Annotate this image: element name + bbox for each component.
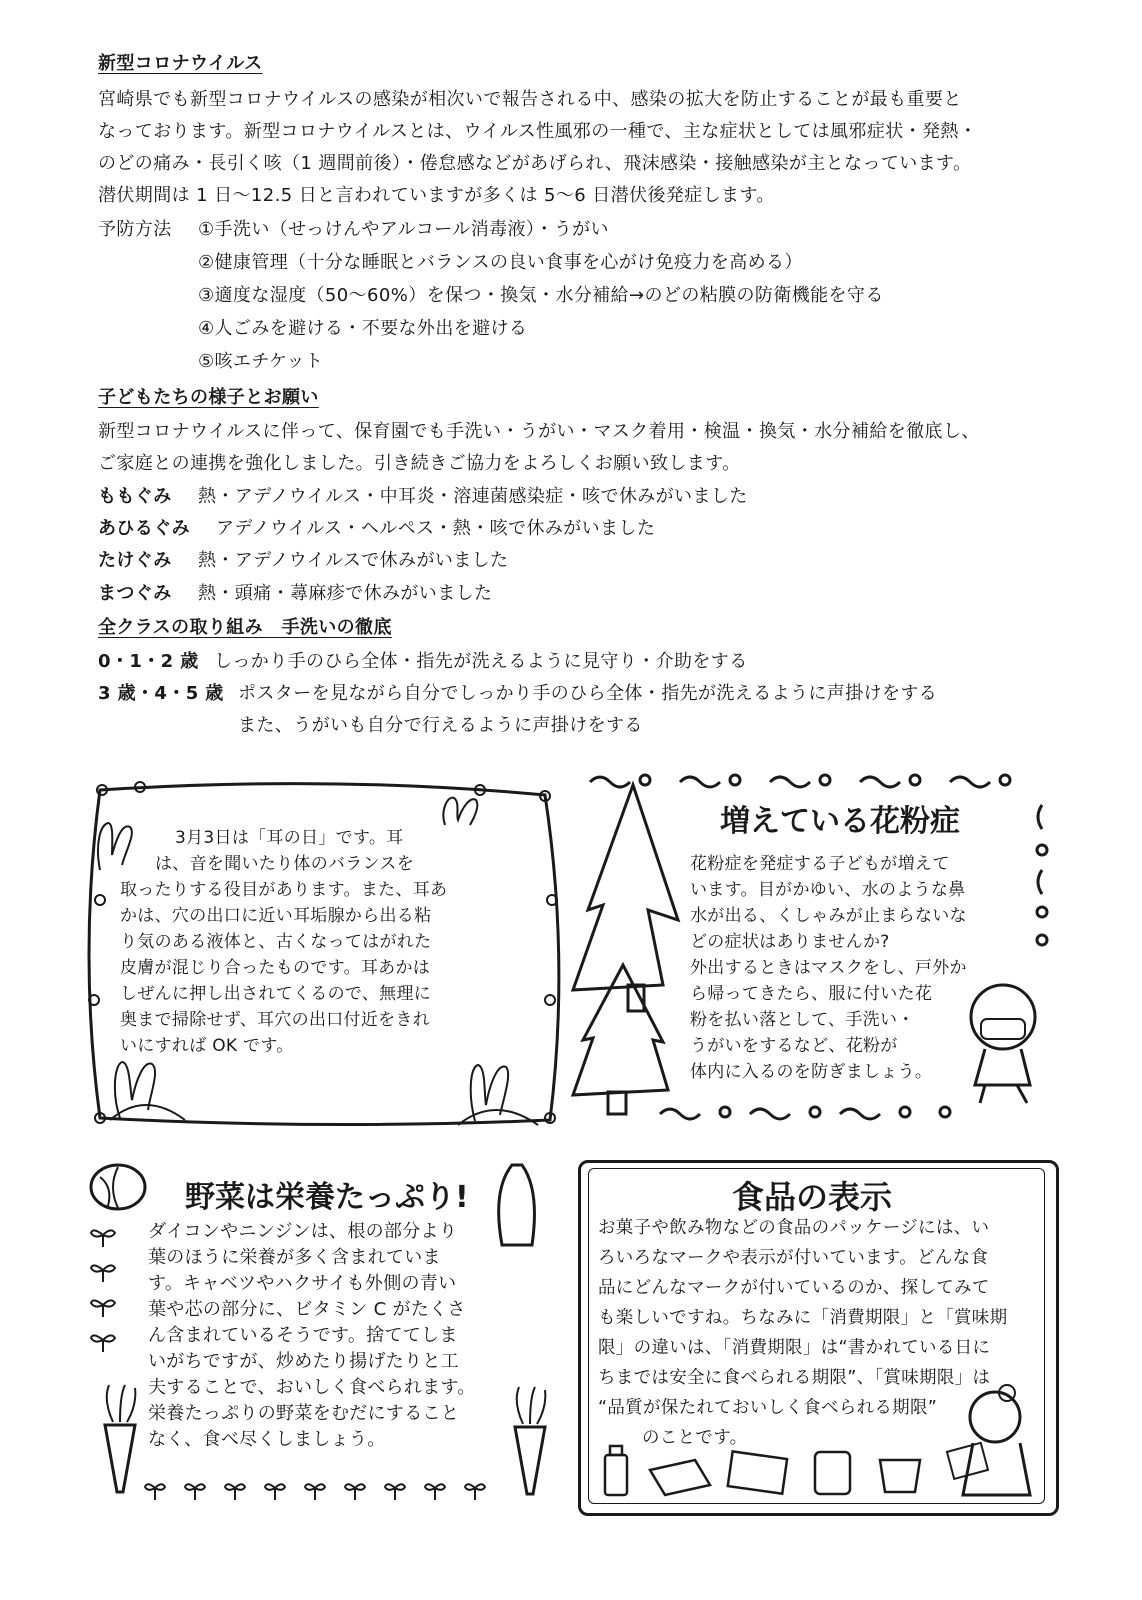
class-name: まつぐみ [98, 583, 172, 604]
age-label: 0・1・2 歳 [98, 651, 199, 672]
ear-text-line: 奥まで掃除せず、耳穴の出口付近をきれ [120, 1010, 431, 1030]
pollen-text-line: 体内に入るのを防ぎましょう。 [690, 1062, 933, 1082]
ear-text-line: いにすれば OK です。 [120, 1036, 294, 1056]
wave-border-right [1030, 800, 1054, 950]
corona-para-line: のどの痛み・長引く咳（1 週間前後）・倦怠感などがあげられ、飛沫感染・接触感染が主となっています。 [98, 153, 972, 174]
prevention-item: ③適度な湿度（50〜60%）を保つ・換気・水分補給→のどの粘膜の防衛機能を守る [198, 285, 884, 306]
corona-para-line: なっております。新型コロナウイルスとは、ウイルス性風邪の一種で、主な症状としては風邪症状・発熱・ [98, 121, 978, 142]
rabbit-icon [450, 1055, 540, 1125]
tree-icon [568, 780, 698, 1120]
sprout-border-left [88, 1215, 118, 1375]
class-name: たけぐみ [98, 550, 172, 571]
veg-text-line: 葉や芯の部分に、ビタミン C がたくさ [148, 1299, 466, 1320]
corona-para-line: 宮崎県でも新型コロナウイルスの感染が相次いで報告される中、感染の拡大を防止することが最も重要と [98, 89, 962, 110]
food-text-line: ちまでは安全に食べられる期限”、「賞味期限」は [598, 1368, 991, 1388]
corona-para-line: 潜伏期間は 1 日〜12.5 日と言われていますが多くは 5〜6 日潜伏後発症します。 [98, 185, 775, 206]
prevention-item: ⑤咳エチケット [198, 351, 324, 372]
food-text-line: も楽しいですね。ちなみに「消費期限」と「賞味期 [598, 1308, 1008, 1328]
veg-text-line: ん含まれているそうです。捨ててしま [148, 1325, 458, 1346]
class-name: ももぐみ [98, 486, 172, 507]
ear-text-line: しぜんに押し出されてくるので、無理に [120, 984, 432, 1004]
pollen-text-line: 水が出る、くしゃみが止まらないな [690, 906, 967, 926]
prevention-item: ④人ごみを避ける・不要な外出を避ける [198, 318, 528, 339]
carrot-icon [95, 1380, 145, 1495]
rabbit-icon [100, 1050, 190, 1120]
handwash-text: ポスターを見ながら自分でしっかり手のひら全体・指先が洗えるように声掛けをする [238, 683, 938, 704]
napa-cabbage-icon [492, 1160, 542, 1250]
ear-text-line: は、音を聞いたり体のバランスを [155, 854, 414, 874]
class-text: 熱・アデノウイルスで休みがいました [198, 550, 509, 571]
veg-text-line: なく、食べ尽くしましょう。 [148, 1429, 386, 1450]
rabbit-icon [440, 790, 500, 830]
pollen-text-line: 外出するときはマスクをし、戸外か [690, 958, 967, 978]
pollen-text-line: どの症状はありませんか? [690, 932, 890, 952]
food-text-line: ろいろなマークや表示が付いています。どんな食 [598, 1248, 989, 1268]
pollen-text-line: うがいをするなど、花粉が [690, 1036, 898, 1056]
corona-heading: 新型コロナウイルス [98, 53, 263, 74]
wave-border-bottom [655, 1100, 955, 1124]
food-packages-icon [600, 1440, 945, 1500]
food-text-line: のことです。 [642, 1428, 748, 1448]
food-text-line: 品にどんなマークが付いているのか、探してみて [598, 1278, 990, 1298]
child-with-mask-icon [955, 975, 1055, 1105]
pollen-title: 増えている花粉症 [720, 804, 960, 839]
handwash-text: しっかり手のひら全体・指先が洗えるように見守り・介助をする [214, 651, 748, 672]
veg-text-line: 葉のほうに栄養が多く含まれていま [148, 1247, 441, 1268]
class-text: 熱・頭痛・蕁麻疹で休みがいました [198, 583, 493, 604]
food-text-line: お菓子や飲み物などの食品のパッケージには、い [598, 1218, 990, 1238]
food-text-line: “品質が保たれておいしく食べられる期限” [598, 1398, 938, 1418]
veg-text-line: いがちですが、炒めたり揚げたりと工 [148, 1351, 459, 1372]
veg-text-line: ダイコンやニンジンは、根の部分より [148, 1221, 458, 1242]
ear-text-line: 皮膚が混じり合ったものです。耳あかは [120, 958, 431, 978]
age-label: 3 歳・4・5 歳 [98, 683, 224, 704]
carrot-icon [505, 1382, 555, 1497]
children-para-line: 新型コロナウイルスに伴って、保育園でも手洗い・うがい・マスク着用・検温・換気・水分補給を徹底し、 [98, 421, 980, 442]
ear-text-line: 取ったりする役目があります。また、耳あ [120, 880, 448, 900]
pollen-text-line: 粉を払い落として、手洗い・ [690, 1010, 915, 1030]
ear-text-line: 3月3日は「耳の日」です。耳 [175, 828, 404, 848]
veg-text-line: 夫することで、おいしく食べられます。 [148, 1377, 476, 1398]
handwash-heading: 全クラスの取り組み 手洗いの徹底 [98, 617, 392, 638]
ear-text-line: かは、穴の出口に近い耳垢腺から出る粘 [120, 906, 432, 926]
children-para-line: ご家庭との連携を強化しました。引き続きご協力をよろしくお願い致します。 [98, 453, 741, 474]
children-heading: 子どもたちの様子とお願い [98, 387, 319, 408]
cabbage-icon [88, 1162, 148, 1212]
veg-title: 野菜は栄養たっぷり! [185, 1180, 469, 1215]
prevention-item: ②健康管理（十分な睡眠とバランスの良い食事を心がけ免疫力を高める） [198, 252, 803, 273]
pollen-text-line: います。目がかゆい、水のような鼻 [690, 880, 966, 900]
pollen-text-line: 花粉症を発症する子どもが増えて [690, 854, 950, 874]
food-title: 食品の表示 [732, 1178, 893, 1216]
child-reading-icon [945, 1385, 1045, 1500]
prevention-item: ①手洗い（せっけんやアルコール消毒液）・うがい [198, 219, 609, 240]
food-text-line: 限」の違いは、「消費期限」は“書かれている日に [598, 1338, 991, 1358]
veg-text-line: 栄養たっぷりの野菜をむだにすること [148, 1403, 460, 1424]
class-text: アデノウイルス・ヘルペス・熱・咳で休みがいました [216, 518, 656, 539]
handwash-extra: また、うがいも自分で行えるように声掛けをする [238, 715, 643, 736]
rabbit-icon [90, 815, 150, 875]
veg-text-line: す。キャベツやハクサイも外側の青い [148, 1273, 457, 1294]
ear-text-line: り気のある液体と、古くなってはがれた [120, 932, 432, 952]
prevention-label: 予防方法 [98, 219, 172, 240]
class-text: 熱・アデノウイルス・中耳炎・溶連菌感染症・咳で休みがいました [198, 486, 748, 507]
pollen-text-line: ら帰ってきたら、服に付いた花 [690, 984, 933, 1004]
class-name: あひるぐみ [98, 518, 190, 539]
sprout-border-bottom [140, 1478, 510, 1508]
